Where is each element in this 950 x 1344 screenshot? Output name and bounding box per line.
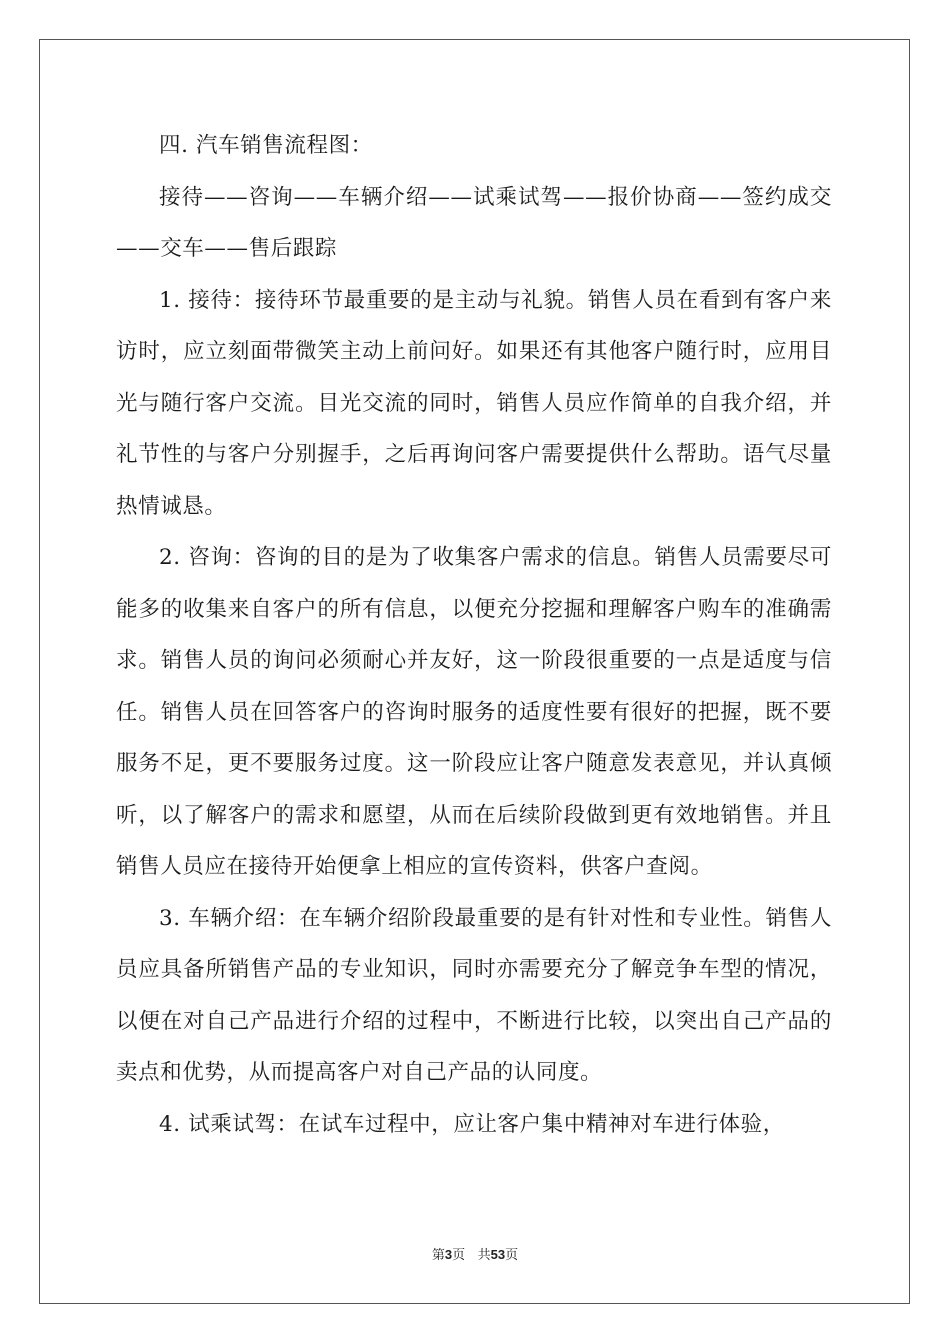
page-number: 3 bbox=[444, 1247, 453, 1262]
page-total: 53 bbox=[490, 1247, 506, 1262]
paragraph-vehicle-intro: 3. 车辆介绍：在车辆介绍阶段最重要的是有针对性和专业性。销售人员应具备所销售产品的专业知识，同时亦需要充分了解竞争车型的情况，以便在对自己产品进行介绍的过程中，不断进行比较，以突出自己产品的卖点和优势，从而提高客户对自己产品的认同度。 bbox=[116, 905, 832, 1085]
page-suffix: 页 bbox=[452, 1248, 466, 1263]
paragraph-reception: 1. 接待：接待环节最重要的是主动与礼貌。销售人员在看到有客户来访时，应立刻面带微笑主动上前问好。如果还有其他客户随行时，应用目光与随行客户交流。目光交流的同时，销售人员应作简单的自我介绍，并礼节性的与客户分别握手，之后再询问客户需要提供什么帮助。语气尽量热情诚恳。 bbox=[116, 287, 832, 519]
total-suffix: 页 bbox=[505, 1248, 519, 1263]
page-prefix: 第 bbox=[431, 1248, 445, 1263]
page-footer bbox=[0, 1244, 950, 1263]
paragraph-consultation: 2. 咨询：咨询的目的是为了收集客户需求的信息。销售人员需要尽可能多的收集来自客户的所有信息，以便充分挖掘和理解客户购车的准确需求。销售人员的询问必须耐心并友好，这一阶段很重要的一点是适度与信任。销售人员在回答客户的咨询时服务的适度性要有很好的把握，既不要服务不足，更不要服务过度。这一阶段应让客户随意发表意见，并认真倾听，以了解客户的需求和愿望，从而在后续阶段做到更有效地销售。并且销售人员应在接待开始便拿上相应的宣传资料，供客户查阅。 bbox=[116, 545, 832, 879]
sales-flow-line: 接待——咨询——车辆介绍——试乘试驾——报价协商——签约成交——交车——售后跟踪 bbox=[116, 184, 832, 261]
total-prefix: 共 bbox=[477, 1248, 491, 1263]
section-heading: 四. 汽车销售流程图： bbox=[159, 133, 373, 158]
document-body bbox=[116, 120, 832, 1150]
paragraph-test-drive: 4. 试乘试驾：在试车过程中，应让客户集中精神对车进行体验， bbox=[159, 1111, 785, 1137]
